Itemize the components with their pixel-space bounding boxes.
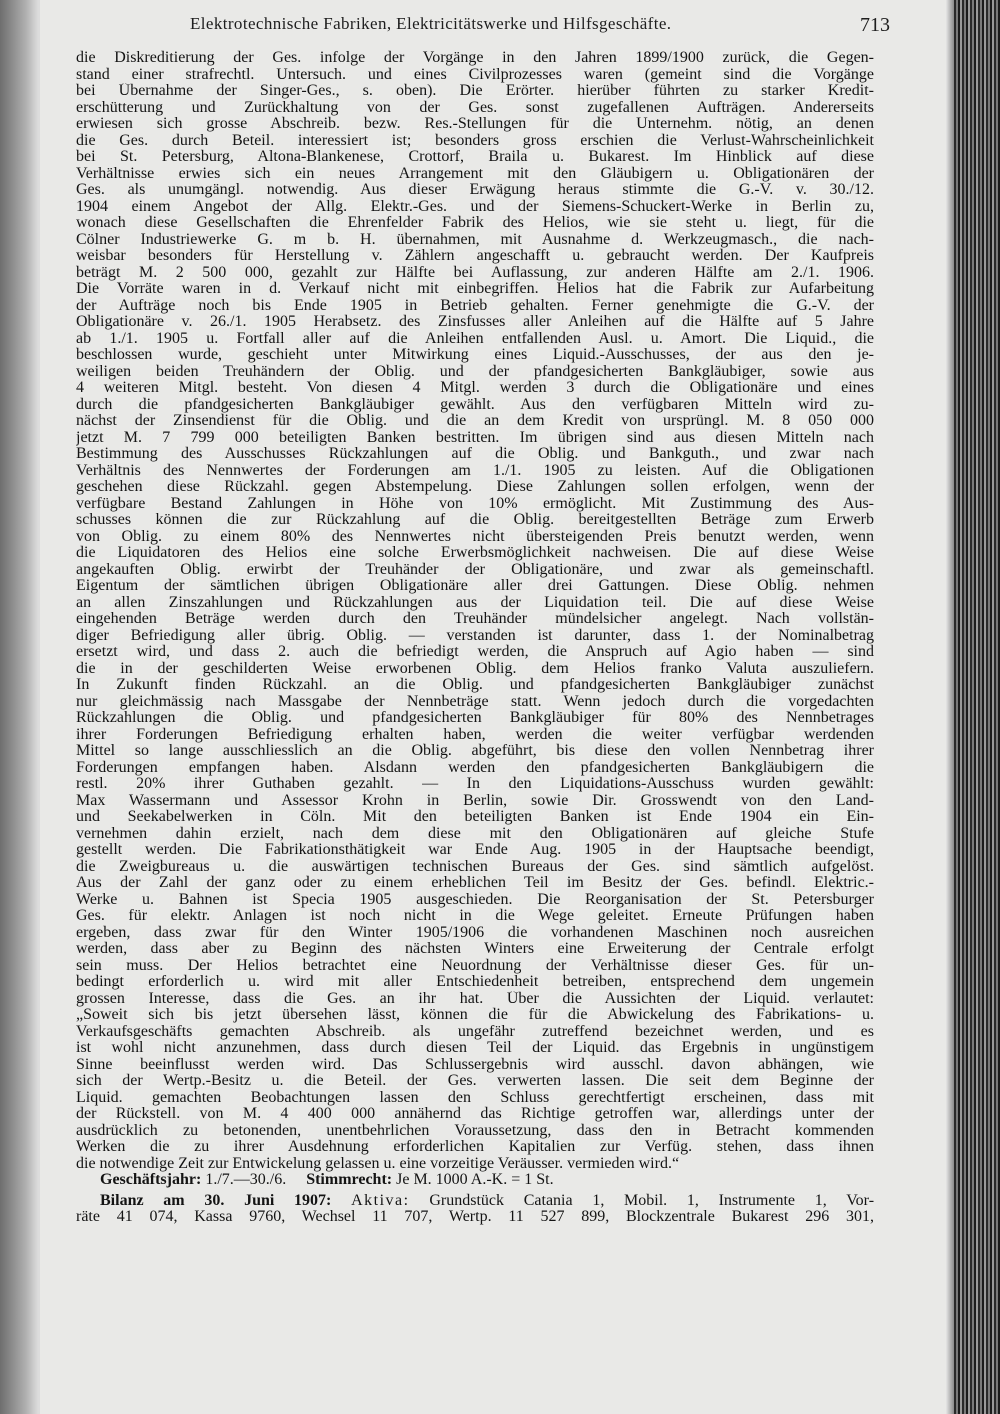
text-line: 4 weiteren Mitgl. besteht. Von diesen 4 Mitgl. werden 3 durch die Obligationäre und eines [76,380,874,396]
text-line: erwiesen sich grosse Abschreib. bezw. Res.-Stellungen für die Unternehm. nötig, an denen [76,116,874,132]
text-line: erschütterung und Zurückhaltung von der Ges. sonst zugefallenen Aufträgen. Andererseits [76,99,874,116]
text-line: die Zweigbureaus u. die auswärtigen technischen Bureaus der Ges. sind sämtlich aufgelöst. [76,858,874,875]
text-line: Sinne beeinflusst werden wird. Das Schlussergebnis wird ausschl. davon abhängen, wie [76,1056,874,1073]
text-line: Verkaufsgeschäfts gemachten Abschreib. als ungefähr zutreffend bezeichnet werden, und es [76,1023,874,1040]
text-line: Aus der Zahl der ganz oder zu einem erheblichen Teil im Besitz der Ges. befindl. Elektric.- [76,875,874,891]
text-line: Werke u. Bahnen ist Specia 1905 ausgeschieden. Die Reorganisation der St. Petersburger [76,891,874,908]
text-line: weisbar besonders für Herstellung v. Zählern angeschafft u. gebraucht werden. Der Kaufpreis [76,248,874,264]
text-line: Cölner Industriewerke G. m b. H. übernahmen, mit Ausnahme d. Werkzeugmasch., die nach- [76,231,874,248]
text-line: In Zukunft finden Rückzahl. an die Oblig. und pfandgesicherten Bankgläubiger zunächst [76,677,874,693]
text-line: Liquid. gemachten Beobachtungen lassen den Schluss gerechtfertigt erscheinen, dass mit [76,1089,874,1106]
text-line: ergeben, dass zwar für den Winter 1905/1906 die vorhandenen Maschinen noch ausreichen [76,924,874,941]
text-line: stand einer strafrechtl. Untersuch. und eines Civilprozesses waren (gemeint sind die Vorgänge [76,66,874,83]
text-line: bei St. Petersburg, Altona-Blankenese, Crottorf, Braila u. Bukarest. Im Hinblick auf diese [76,149,874,165]
text-line: „Soweit sich bis jetzt übersehen lässt, können die für die Abwickelung des Fabrikations- u. [76,1007,874,1023]
text-line: die in der geschilderten Weise erworbenen Oblig. dem Helios franko Valuta auszuliefern. [76,660,874,677]
geschaeftsjahr-value: 1./7.—30./6. [205,1172,287,1188]
text-line: verfügbare Bestand Zahlungen in Höhe von 10% ermöglicht. Mit Zustimmung des Aus- [76,495,874,512]
text-line: der Aufträge noch bis Ende 1905 in Betrieb gehalten. Ferner genehmigte die G.-V. der [76,297,874,314]
text-line: eingehenden Beträge werden durch den Treuhänder mündelsicher angelegt. Nach vollstän- [76,611,874,627]
text-line: Mittel so lange ausschliesslich an die Oblig. abgeführt, bis diese den vollen Nennbetrag ihrer [76,743,874,759]
text-line: Ges. als unumgängl. notwendig. Aus dieser Erwägung heraus stimmte die G.-V. v. 30./12. [76,182,874,198]
text-line: Eigentum der sämtlichen übrigen Obligationäre aller drei Gattungen. Diese Oblig. nehmen [76,578,874,594]
text-line: Max Wassermann und Assessor Krohn in Berlin, sowie Dir. Grosswendt von den Land- [76,792,874,809]
text-line: beschlossen wurde, geschieht unter Mitwirkung eines Liquid.-Ausschusses, der aus den je- [76,347,874,363]
text-line: grossen Interesse, dass die Ges. an ihr hat. Über die Aussichten der Liquid. verlautet: [76,990,874,1007]
text-line: durch die pfandgesicherten Bankgläubiger gewählt. Aus den verfügbaren Mitteln wird zu- [76,396,874,413]
text-line: Forderungen empfangen haben. Alsdann werden den pfandgesicherten Bankgläubigern die [76,759,874,776]
text-line: Ges. für elektr. Anlagen ist noch nicht in die Wege geleitet. Erneute Prüfungen haben [76,908,874,924]
text-line: ist wohl nicht anzunehmen, dass durch diesen Teil der Liquid. das Ergebnis in ungünstigem [76,1040,874,1056]
text-line: weiligen beiden Treuhändern der Oblig. und der pfandgesicherten Bankgläubiger, sowie aus [76,363,874,380]
text-line: geschehen diese Rückzahl. gegen Abstempelung. Diese Zahlungen sollen erfolgen, wenn der [76,479,874,495]
text-line: die Diskreditierung der Ges. infolge der Vorgänge in den Jahren 1899/1900 zurück, die Gegen- [76,50,874,66]
bilanz-line-2: räte 41 074, Kassa 9760, Wechsel 11 707, Wertp. 11 527 899, Blockzentrale Bukarest 296 301, [76,1209,874,1225]
text-line: Verhältnisse erwies sich ein neues Arrangement mit den Gläubigern u. Obligationären der [76,165,874,182]
text-line: werden, dass aber zu Beginn des nächsten Winters eine Erweiterung der Centrale erfolgt [76,941,874,957]
text-line: 1904 einem Angebot der Allg. Elektr.-Ges. und der Siemens-Schuckert-Werke in Berlin zu, [76,198,874,215]
page-number: 713 [860,14,890,36]
text-line: und Seekabelwerken in Cöln. Mit den beteiligten Banken ist Ende 1904 ein Ein- [76,809,874,825]
text-line: diger Befriedigung aller übrig. Oblig. — verstanden ist darunter, dass 1. der Nominalbetrag [76,627,874,644]
text-line: die Liquidatoren des Helios eine solche Erwerbsmöglichkeit nachweisen. Die auf diese Weise [76,545,874,561]
text-line: sich der Wertp.-Besitz u. die Beteil. der Ges. verwerten lassen. Die seit dem Beginne der [76,1073,874,1089]
book-page-edges [954,0,1000,1414]
text-line: beträgt M. 2 500 000, gezahlt zur Hälfte bei Auflassung, zur anderen Hälfte am 2./1. 1906. [76,264,874,281]
text-line: ihrer Forderungen Befriedigung erhalten haben, werden die weiter verfügbar werdenden [76,726,874,743]
stimmrecht-label: Stimmrecht: [306,1172,393,1188]
text-line: Die Vorräte waren in d. Verkauf nicht mit einbegriffen. Helios hat die Fabrik zur Aufarbeitung [76,281,874,297]
text-line: angekauften Oblig. erwirbt der Treuhänder der Obligationäre, und zwar als gemeinschaftl. [76,561,874,578]
text-line: an allen Zinszahlungen und Rückzahlungen aus der Liquidation teil. Die auf diese Weise [76,594,874,611]
body-text [76,50,874,1226]
text-line: bedingt erforderlich u. wird mit aller Entschiedenheit betreiben, entsprechend dem ungemein [76,974,874,990]
text-line: wonach diese Gesellschaften die Ehrenfelder Fabrik des Helios, wie sie steht u. liegt, für die [76,215,874,231]
bilanz-line-1 [76,1193,874,1210]
text-line: ab 1./1. 1905 u. Fortfall aller auf die Anleihen entfallenden Ausl. u. Amort. Die Liquid., die [76,330,874,347]
text-line: Verhältnis des Nennwertes der Forderungen am 1./1. 1905 zu leisten. Auf die Obligationen [76,462,874,479]
text-line: restl. 20% ihrer Guthaben gezahlt. — In den Liquidations-Ausschuss wurden gewählt: [76,776,874,792]
text-line: die Ges. durch Beteil. interessiert ist; besonders gross erschien die Verlust-Wahrscheinlichkeit [76,132,874,149]
text-line: Bestimmung des Ausschusses Rückzahlungen auf die Oblig. und Bankguth., und zwar nach [76,446,874,462]
text-line: nur gleichmässig nach Massgabe der Nennbeträge statt. Wenn jedoch durch die vorgedachten [76,693,874,710]
text-line: ersetzt wird, und dass 2. auch die befriedigt werden, die Anspruch auf Agio haben — sind [76,644,874,660]
text-line: gestellt werden. Die Fabrikationsthätigkeit war Ende Aug. 1905 in der Hauptsache beendigt, [76,842,874,858]
book-gutter-shadow [0,0,40,1414]
aktiva-label: Aktiva: [351,1192,410,1209]
stimmrecht-value: Je M. 1000 A.-K. = 1 St. [396,1172,554,1188]
text-line: bei Übernahme der Singer-Ges., s. oben). Die Erörter. hierüber führten zu starker Kredit- [76,83,874,99]
text-line: die notwendige Zeit zur Entwickelung gelassen u. eine vorzeitige Veräusser. vermieden wird.“ [76,1155,680,1172]
text-line: Rückzahlungen die Oblig. und pfandgesicherten Bankgläubiger für 80% des Nennbetrages [76,710,874,726]
geschaeftsjahr-label: Geschäftsjahr: [100,1172,202,1188]
text-line: Obligationäre v. 26./1. 1905 Herabsetz. des Zinsfusses aller Anleihen auf die Hälfte auf 5 Jahre [76,314,874,330]
text-line: der Rückstell. von M. 4 400 000 annähernd das Richtige getroffen war, allerdings unter der [76,1106,874,1122]
page-header [40,8,954,44]
text-line: ausdrücklich zu betonenden, unentbehrlichen Voraussetzung, dass den in Betracht kommenden [76,1122,874,1139]
paragraph [76,50,874,1172]
bilanz-label: Bilanz am 30. Juni 1907: [100,1192,332,1209]
bilanz-line-1-text: Grundstück Catania 1, Mobil. 1, Instrumente 1, Vor- [429,1192,874,1209]
text-line: jetzt M. 7 799 000 beteiligten Banken bestritten. Im übrigen sind aus diesen Mitteln nach [76,429,874,446]
text-line: schusses können die zur Rückzahlung auf die Oblig. bereitgestellten Beträge zum Erwerb [76,512,874,528]
text-line: von Oblig. zu einem 80% des Nennwertes nicht übersteigenden Preis benutzt werden, wenn [76,528,874,545]
text-line: sein muss. Der Helios betrachtet eine Neuordnung der Verhältnisse dieser Ges. für un- [76,957,874,974]
geschaeftsjahr-line [76,1172,874,1189]
text-line: nächst der Zinsendienst für die Oblig. und die an dem Kredit von ursprüngl. M. 8 050 000 [76,413,874,429]
running-title: Elektrotechnische Fabriken, Elektricitätswerke und Hilfsgeschäfte. [190,14,672,33]
text-line: Werken die zu ihrer Ausdehnung erforderlichen Kapitalien zur Verfüg. stehen, dass ihnen [76,1139,874,1155]
document-page [40,0,954,1414]
text-line: vernehmen dahin erzielt, nach dem diese mit den Obligationären auf gleiche Stufe [76,825,874,842]
